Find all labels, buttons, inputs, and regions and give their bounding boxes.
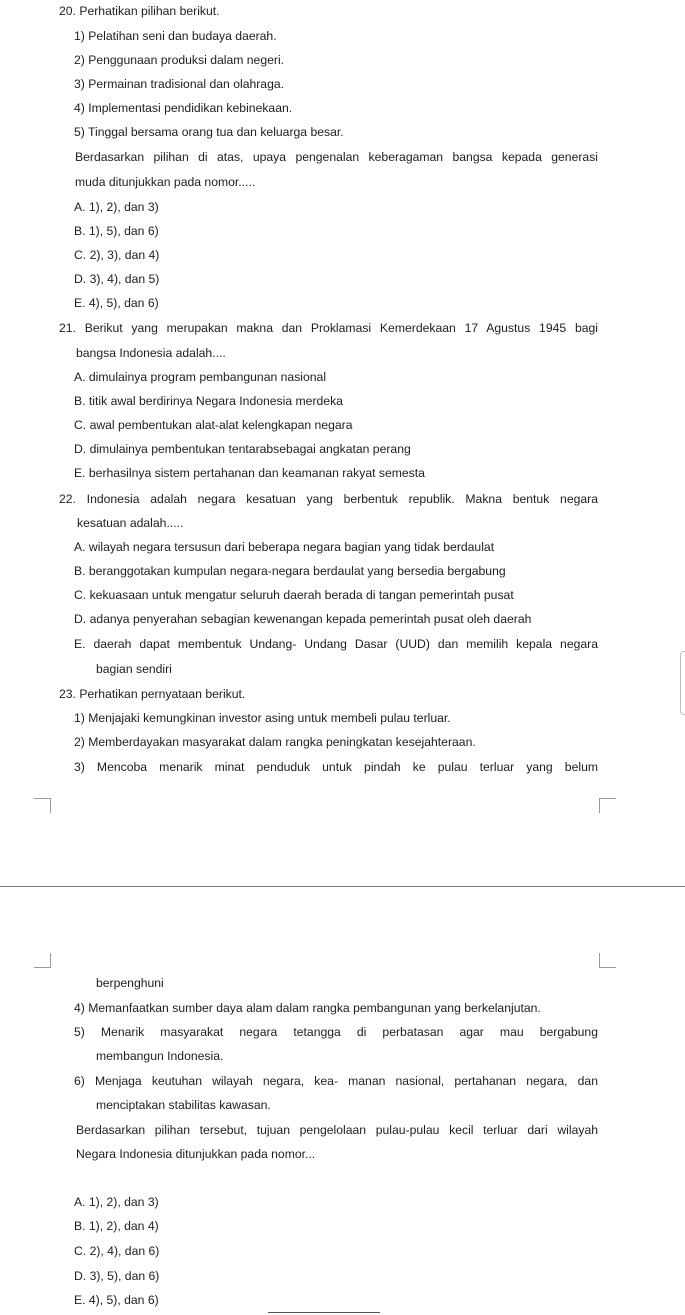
- crop-mark-bottom-right-vertical: [599, 953, 600, 968]
- q20-item-3: 3) Permainan tradisional dan olahraga.: [74, 77, 285, 91]
- q23-item-6: 6) Menjaga keutuhan wilayah negara, kea- manan nasional, pertahanan negara, dan: [74, 1074, 598, 1088]
- q20-option-d[interactable]: D. 3), 4), dan 5): [74, 272, 160, 286]
- crop-mark-top-right-vertical: [599, 798, 600, 813]
- q20-option-c[interactable]: C. 2), 3), dan 4): [74, 248, 160, 262]
- q22-option-b[interactable]: B. beranggotakan kumpulan negara-negara berdaulat yang bersedia bergabung: [74, 564, 506, 578]
- q20-item-4: 4) Implementasi pendidikan kebinekaan.: [74, 101, 293, 115]
- q20-option-a[interactable]: A. 1), 2), dan 3): [74, 200, 159, 214]
- q23-question-line-2: Negara Indonesia ditunjukkan pada nomor...: [76, 1147, 316, 1161]
- bottom-underline: [268, 1312, 380, 1313]
- page-divider: [0, 886, 685, 887]
- q23-item-6-continued: menciptakan stabilitas kawasan.: [96, 1098, 271, 1112]
- crop-mark-bottom-right: [599, 967, 616, 968]
- q22-option-c[interactable]: C. kekuasaan untuk mengatur seluruh daerah berada di tangan pemerintah pusat: [74, 588, 514, 602]
- q20-stem: 20. Perhatikan pilihan berikut.: [59, 4, 220, 18]
- crop-mark-bottom-left: [34, 967, 51, 968]
- q23-option-c[interactable]: C. 2), 4), dan 6): [74, 1244, 160, 1258]
- q23-item-4: 4) Memanfaatkan sumber daya alam dalam rangka pembangunan yang berkelanjutan.: [74, 1001, 541, 1015]
- scroll-edge-tab: [680, 651, 685, 715]
- q21-option-a[interactable]: A. dimulainya program pembangunan nasional: [74, 370, 327, 384]
- q23-option-d[interactable]: D. 3), 5), dan 6): [74, 1269, 160, 1283]
- q21-stem-line-1: 21. Berikut yang merupakan makna dan Proklamasi Kemerdekaan 17 Agustus 1945 bagi: [59, 321, 598, 335]
- q20-item-5: 5) Tinggal bersama orang tua dan keluarga besar.: [74, 125, 344, 139]
- q22-option-a[interactable]: A. wilayah negara tersusun dari beberapa negara bagian yang tidak berdaulat: [74, 540, 495, 554]
- q20-option-e[interactable]: E. 4), 5), dan 6): [74, 296, 159, 310]
- q20-question-line-1: Berdasarkan pilihan di atas, upaya pengenalan keberagaman bangsa kepada generasi: [75, 150, 598, 164]
- q22-stem-line-2: kesatuan adalah.....: [77, 516, 184, 530]
- crop-mark-top-left-vertical: [50, 798, 51, 813]
- q23-item-3: 3) Mencoba menarik minat penduduk untuk pindah ke pulau terluar yang belum: [74, 760, 598, 774]
- q21-stem-line-2: bangsa Indonesia adalah....: [76, 346, 226, 360]
- q23-item-3-continued: berpenghuni: [96, 976, 164, 990]
- q23-option-b[interactable]: B. 1), 2), dan 4): [74, 1219, 159, 1233]
- crop-mark-top-left: [34, 798, 51, 799]
- q20-option-b[interactable]: B. 1), 5), dan 6): [74, 224, 159, 238]
- q22-stem-line-1: 22. Indonesia adalah negara kesatuan yang berbentuk republik. Makna bentuk negara: [59, 492, 598, 506]
- q23-option-a[interactable]: A. 1), 2), dan 3): [74, 1195, 159, 1209]
- q23-item-5: 5) Menarik masyarakat negara tetangga di perbatasan agar mau bergabung: [74, 1025, 598, 1039]
- q21-option-d[interactable]: D. dimulainya pembentukan tentarabsebagai angkatan perang: [74, 442, 411, 456]
- crop-mark-bottom-left-vertical: [50, 953, 51, 968]
- q23-stem: 23. Perhatikan pernyataan berikut.: [59, 687, 246, 701]
- q22-option-e-continued: bagian sendiri: [96, 662, 172, 676]
- q21-option-c[interactable]: C. awal pembentukan alat-alat kelengkapan negara: [74, 418, 353, 432]
- q22-option-e[interactable]: E. daerah dapat membentuk Undang- Undang Dasar (UUD) dan memilih kepala negara: [74, 637, 598, 651]
- q20-item-2: 2) Penggunaan produksi dalam negeri.: [74, 53, 285, 67]
- q23-item-5-continued: membangun Indonesia.: [96, 1049, 224, 1063]
- q23-item-2: 2) Memberdayakan masyarakat dalam rangka peningkatan kesejahteraan.: [74, 735, 476, 749]
- q22-option-d[interactable]: D. adanya penyerahan sebagian kewenangan kepada pemerintah pusat oleh daerah: [74, 612, 532, 626]
- q21-option-b[interactable]: B. titik awal berdirinya Negara Indonesia merdeka: [74, 394, 343, 408]
- q20-item-1: 1) Pelatihan seni dan budaya daerah.: [74, 29, 277, 43]
- q23-item-1: 1) Menjajaki kemungkinan investor asing untuk membeli pulau terluar.: [74, 711, 451, 725]
- q20-question-line-2: muda ditunjukkan pada nomor.....: [75, 175, 256, 189]
- q23-question-line-1: Berdasarkan pilihan tersebut, tujuan pengelolaan pulau-pulau kecil terluar dari wilayah: [76, 1123, 598, 1137]
- q23-option-e[interactable]: E. 4), 5), dan 6): [74, 1293, 159, 1307]
- q21-option-e[interactable]: E. berhasilnya sistem pertahanan dan keamanan rakyat semesta: [74, 466, 425, 480]
- crop-mark-top-right: [599, 798, 616, 799]
